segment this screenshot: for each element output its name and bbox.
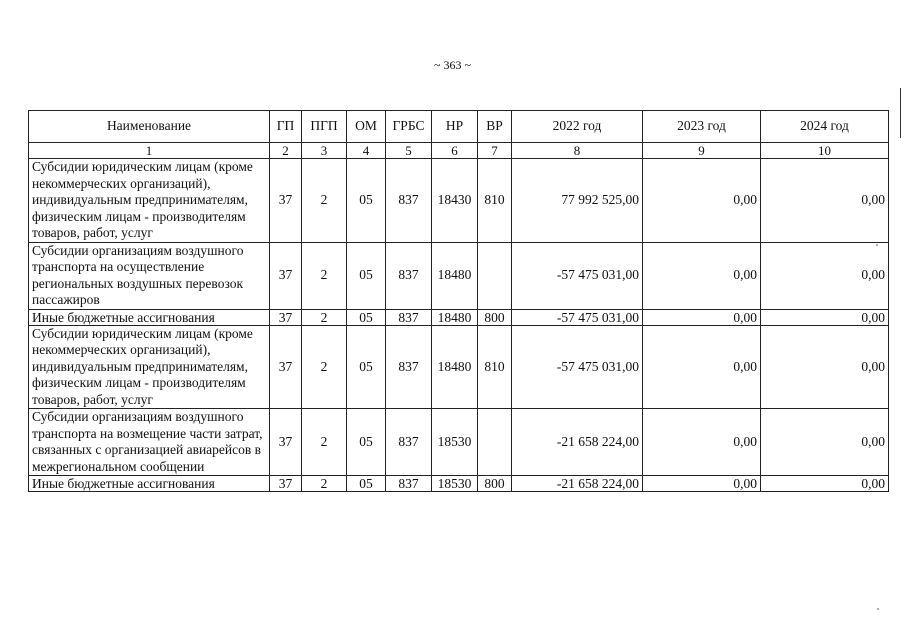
- cell-pgp: 2: [302, 476, 347, 492]
- column-number-row: [29, 143, 889, 159]
- cell-vr: 800: [478, 476, 512, 492]
- cell-gp: 37: [270, 309, 302, 325]
- column-number: 6: [432, 143, 478, 159]
- column-number: 4: [347, 143, 386, 159]
- cell-2024: 0,00: [761, 159, 889, 243]
- header-2023: 2023 год: [643, 111, 761, 143]
- cell-2024: 0,00: [761, 325, 889, 409]
- column-number: 8: [512, 143, 643, 159]
- table-row: [29, 325, 889, 409]
- cell-gp: 37: [270, 242, 302, 309]
- cell-vr: 800: [478, 309, 512, 325]
- header-row: [29, 111, 889, 143]
- header-2022: 2022 год: [512, 111, 643, 143]
- row-name: Субсидии организациям воздушного транспорта на осуществление региональных воздушных перевозок пассажиров: [29, 242, 270, 309]
- cell-vr: 810: [478, 325, 512, 409]
- cell-gp: 37: [270, 476, 302, 492]
- cell-2023: 0,00: [643, 409, 761, 476]
- cell-gp: 37: [270, 159, 302, 243]
- cell-gp: 37: [270, 325, 302, 409]
- cell-gp: 37: [270, 409, 302, 476]
- cell-2023: 0,00: [643, 159, 761, 243]
- table-row: [29, 159, 889, 243]
- cell-grbs: 837: [386, 325, 432, 409]
- cell-2022: -57 475 031,00: [512, 309, 643, 325]
- scan-speck: [877, 608, 879, 610]
- cell-pgp: 2: [302, 409, 347, 476]
- cell-2024: 0,00: [761, 242, 889, 309]
- cell-2022: -57 475 031,00: [512, 325, 643, 409]
- cell-pgp: 2: [302, 325, 347, 409]
- cell-pgp: 2: [302, 309, 347, 325]
- cell-grbs: 837: [386, 242, 432, 309]
- cell-nr: 18530: [432, 409, 478, 476]
- cell-nr: 18480: [432, 309, 478, 325]
- header-nr: НР: [432, 111, 478, 143]
- cell-2024: 0,00: [761, 309, 889, 325]
- cell-grbs: 837: [386, 159, 432, 243]
- header-grbs: ГРБС: [386, 111, 432, 143]
- header-gp: ГП: [270, 111, 302, 143]
- cell-om: 05: [347, 242, 386, 309]
- scan-edge-mark: [900, 88, 901, 138]
- cell-nr: 18430: [432, 159, 478, 243]
- column-number: 10: [761, 143, 889, 159]
- column-number: 5: [386, 143, 432, 159]
- header-om: ОМ: [347, 111, 386, 143]
- cell-vr: 810: [478, 159, 512, 243]
- column-number: 3: [302, 143, 347, 159]
- cell-nr: 18480: [432, 242, 478, 309]
- cell-2023: 0,00: [643, 242, 761, 309]
- column-number: 2: [270, 143, 302, 159]
- column-number: 9: [643, 143, 761, 159]
- table-row: [29, 476, 889, 492]
- header-name: Наименование: [29, 111, 270, 143]
- cell-vr: [478, 409, 512, 476]
- column-number: 7: [478, 143, 512, 159]
- cell-vr: [478, 242, 512, 309]
- cell-2022: 77 992 525,00: [512, 159, 643, 243]
- row-name: Субсидии юридическим лицам (кроме некоммерческих организаций), индивидуальным предпринимателям, физическим лицам - производителям товаров, работ, услуг: [29, 159, 270, 243]
- cell-2022: -21 658 224,00: [512, 476, 643, 492]
- cell-2023: 0,00: [643, 309, 761, 325]
- cell-om: 05: [347, 325, 386, 409]
- cell-grbs: 837: [386, 476, 432, 492]
- cell-2024: 0,00: [761, 409, 889, 476]
- cell-2023: 0,00: [643, 476, 761, 492]
- cell-pgp: 2: [302, 159, 347, 243]
- cell-pgp: 2: [302, 242, 347, 309]
- header-vr: ВР: [478, 111, 512, 143]
- table-row: [29, 242, 889, 309]
- cell-om: 05: [347, 476, 386, 492]
- cell-nr: 18530: [432, 476, 478, 492]
- header-2024: 2024 год: [761, 111, 889, 143]
- cell-2022: -57 475 031,00: [512, 242, 643, 309]
- cell-2023: 0,00: [643, 325, 761, 409]
- cell-om: 05: [347, 409, 386, 476]
- cell-2022: -21 658 224,00: [512, 409, 643, 476]
- row-name: Иные бюджетные ассигнования: [29, 476, 270, 492]
- row-name: Иные бюджетные ассигнования: [29, 309, 270, 325]
- row-name: Субсидии юридическим лицам (кроме некоммерческих организаций), индивидуальным предпринимателям, физическим лицам - производителям товаров, работ, услуг: [29, 325, 270, 409]
- cell-om: 05: [347, 159, 386, 243]
- header-pgp: ПГП: [302, 111, 347, 143]
- page-number: ~ 363 ~: [434, 58, 471, 72]
- row-name: Субсидии организациям воздушного транспорта на возмещение части затрат, связанных с организацией авиарейсов в межрегиональном сообщении: [29, 409, 270, 476]
- cell-grbs: 837: [386, 409, 432, 476]
- table-row: [29, 409, 889, 476]
- cell-om: 05: [347, 309, 386, 325]
- column-number: 1: [29, 143, 270, 159]
- cell-nr: 18480: [432, 325, 478, 409]
- cell-2024: 0,00: [761, 476, 889, 492]
- table-row: [29, 309, 889, 325]
- cell-grbs: 837: [386, 309, 432, 325]
- budget-table: [28, 110, 889, 492]
